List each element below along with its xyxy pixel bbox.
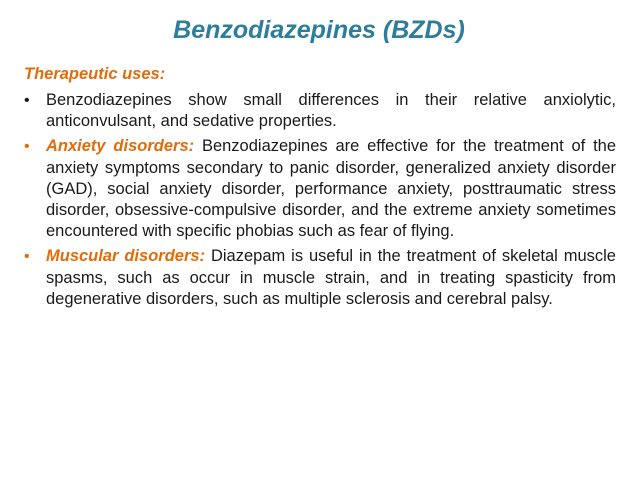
bullet-dot-icon: • <box>24 248 30 266</box>
bullet-dot-icon: • <box>24 92 30 109</box>
bullet-item-overview <box>24 90 616 132</box>
bullet-term: Muscular disorders: <box>46 247 206 266</box>
bullet-term: Anxiety disorders: <box>46 137 195 156</box>
bullet-text: Diazepam is useful in the treatment of skeletal muscle spasms, such as occur in muscle strain, and in treating spasticity from degenerative disorders, such as multiple sclerosis and cerebral palsy. <box>46 247 616 308</box>
bullet-text: Benzodiazepines show small differences in their relative anxiolytic, anticonvulsant, and sedative properties. <box>46 91 616 131</box>
section-subtitle: Therapeutic uses: <box>24 65 166 83</box>
bullet-dot-icon: • <box>24 138 30 156</box>
bullet-list <box>24 90 616 314</box>
bullet-item-anxiety-disorders <box>24 136 616 242</box>
bullet-text: Benzodiazepines are effective for the treatment of the anxiety symptoms secondary to panic disorder, generalized anxiety disorder (GAD), social anxiety disorder, performance anxiety, posttraumatic stress disorder, obsessive-compulsive disorder, and the extreme anxiety sometimes encountered with specific phobias such as fear of flying. <box>46 137 617 241</box>
bullet-item-muscular-disorders <box>24 246 616 310</box>
slide-title: Benzodiazepines (BZDs) <box>173 16 465 44</box>
